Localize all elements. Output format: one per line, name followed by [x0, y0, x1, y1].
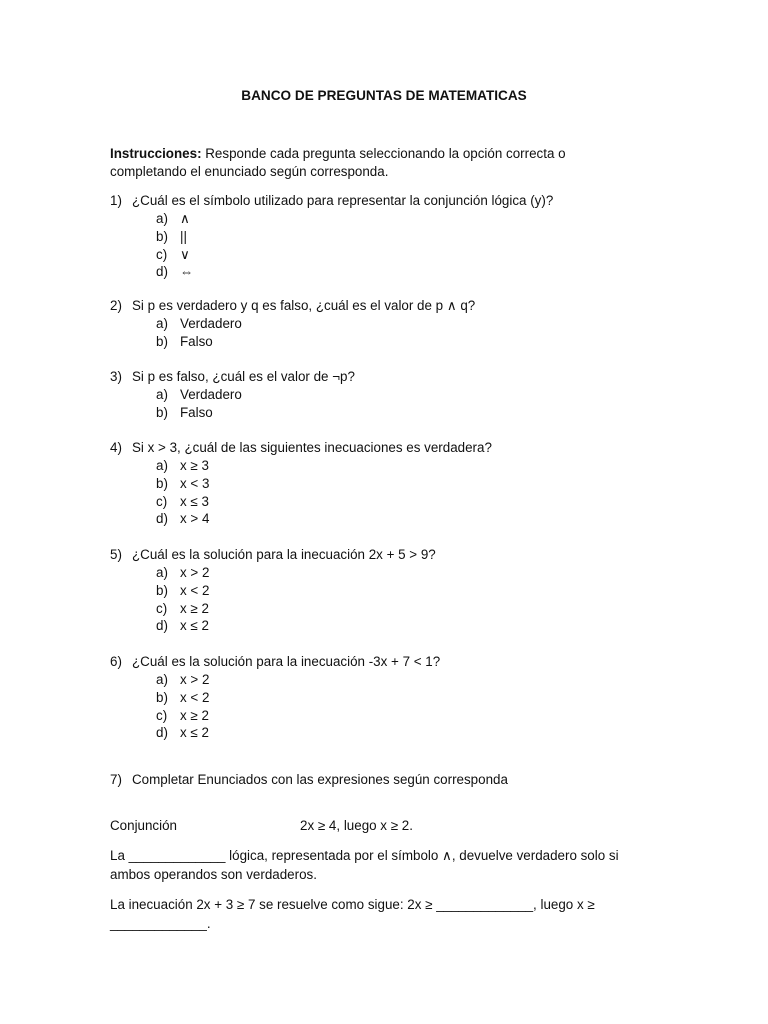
option-text: Falso	[180, 333, 213, 349]
option-letter: b)	[156, 689, 168, 705]
option-text: Falso	[180, 404, 213, 420]
question-4	[110, 439, 492, 528]
answer-option[interactable]	[156, 475, 492, 493]
question-3	[110, 368, 355, 422]
option-letter: a)	[156, 672, 168, 687]
option-letter: c)	[156, 246, 168, 262]
question-7	[110, 771, 508, 789]
answer-option[interactable]	[156, 617, 436, 635]
matching-row	[110, 818, 413, 833]
option-letter: d)	[156, 725, 168, 741]
answer-option[interactable]	[156, 689, 440, 707]
option-letter: b)	[156, 404, 168, 420]
option-text: x ≥ 3	[180, 458, 209, 473]
option-text: x > 2	[180, 565, 210, 580]
option-letter: b)	[156, 582, 168, 598]
instructions-text: Responde cada pregunta seleccionando la opción correcta o completando el enunciado según corresponda.	[110, 146, 566, 179]
question-text: ¿Cuál es la solución para la inecuación 2x + 5 > 9?	[132, 547, 436, 562]
option-letter: a)	[156, 458, 168, 473]
option-letter: d)	[156, 618, 168, 634]
answer-option[interactable]	[156, 600, 436, 618]
question-1	[110, 192, 553, 281]
option-text: x ≤ 2	[180, 618, 209, 634]
question-number: 6)	[110, 654, 122, 669]
matching-expression: 2x ≥ 4, luego x ≥ 2.	[300, 818, 413, 833]
answer-option[interactable]	[156, 263, 553, 281]
option-letter: d)	[156, 511, 168, 527]
answer-option[interactable]	[156, 386, 355, 404]
instructions-label: Instrucciones:	[110, 146, 202, 161]
option-letter: a)	[156, 565, 168, 580]
option-letter: a)	[156, 211, 168, 226]
option-letter: d)	[156, 264, 168, 280]
option-text: x < 2	[180, 689, 210, 705]
answer-option[interactable]	[156, 315, 475, 333]
answer-option[interactable]	[156, 493, 492, 511]
answer-option[interactable]	[156, 457, 492, 475]
option-text: Verdadero	[180, 316, 242, 331]
matching-term: Conjunción	[110, 818, 177, 833]
option-letter: a)	[156, 316, 168, 331]
answer-option[interactable]	[156, 228, 553, 246]
question-5	[110, 546, 436, 635]
question-number: 5)	[110, 547, 122, 562]
option-text: ||	[180, 228, 187, 244]
question-text: Si p es verdadero y q es falso, ¿cuál es el valor de p ∧ q?	[132, 298, 476, 313]
question-number: 3)	[110, 369, 122, 384]
option-text: x ≤ 3	[180, 493, 209, 509]
option-text: x ≥ 2	[180, 600, 209, 616]
answer-option[interactable]	[156, 582, 436, 600]
option-text: x ≥ 2	[180, 707, 209, 723]
option-text: ∨	[180, 246, 190, 262]
question-number: 1)	[110, 193, 122, 208]
question-number: 4)	[110, 440, 122, 455]
answer-option[interactable]	[156, 724, 440, 742]
question-6	[110, 653, 440, 742]
answer-option[interactable]	[156, 210, 553, 228]
option-letter: c)	[156, 707, 168, 723]
option-letter: b)	[156, 475, 168, 491]
fill-in-sentence-2: La inecuación 2x + 3 ≥ 7 se resuelve como sigue: 2x ≥ _____________, luego x ≥ _____________.	[110, 897, 595, 931]
answer-option[interactable]	[156, 564, 436, 582]
answer-option[interactable]	[156, 246, 553, 264]
option-letter: c)	[156, 600, 168, 616]
option-text: x > 2	[180, 672, 210, 687]
question-2	[110, 297, 475, 351]
option-text: x < 2	[180, 582, 210, 598]
option-letter: a)	[156, 387, 168, 402]
question-text: Si x > 3, ¿cuál de las siguientes inecuaciones es verdadera?	[132, 440, 492, 455]
document-title: BANCO DE PREGUNTAS DE MATEMATICAS	[241, 88, 527, 103]
question-text: ¿Cuál es el símbolo utilizado para representar la conjunción lógica (y)?	[132, 193, 554, 208]
answer-option[interactable]	[156, 707, 440, 725]
question-text: Completar Enunciados con las expresiones según corresponda	[132, 772, 508, 787]
option-letter: c)	[156, 493, 168, 509]
option-text: Verdadero	[180, 387, 242, 402]
option-text: x > 4	[180, 511, 210, 527]
fill-in-sentence-1: La _____________ lógica, representada por el símbolo ∧, devuelve verdadero solo si ambos operandos son verdaderos.	[110, 848, 619, 882]
option-text: x ≤ 2	[180, 725, 209, 741]
answer-option[interactable]	[156, 671, 440, 689]
option-text: ⇔	[180, 264, 194, 280]
option-text: ∧	[180, 211, 190, 226]
question-number: 7)	[110, 772, 122, 787]
question-text: ¿Cuál es la solución para la inecuación -3x + 7 < 1?	[132, 654, 441, 669]
option-text: x < 3	[180, 475, 210, 491]
option-letter: b)	[156, 228, 168, 244]
answer-option[interactable]	[156, 404, 355, 422]
question-text: Si p es falso, ¿cuál es el valor de ¬p?	[132, 369, 355, 384]
question-number: 2)	[110, 298, 122, 313]
option-letter: b)	[156, 333, 168, 349]
answer-option[interactable]	[156, 333, 475, 351]
instructions	[110, 145, 630, 181]
answer-option[interactable]	[156, 510, 492, 528]
